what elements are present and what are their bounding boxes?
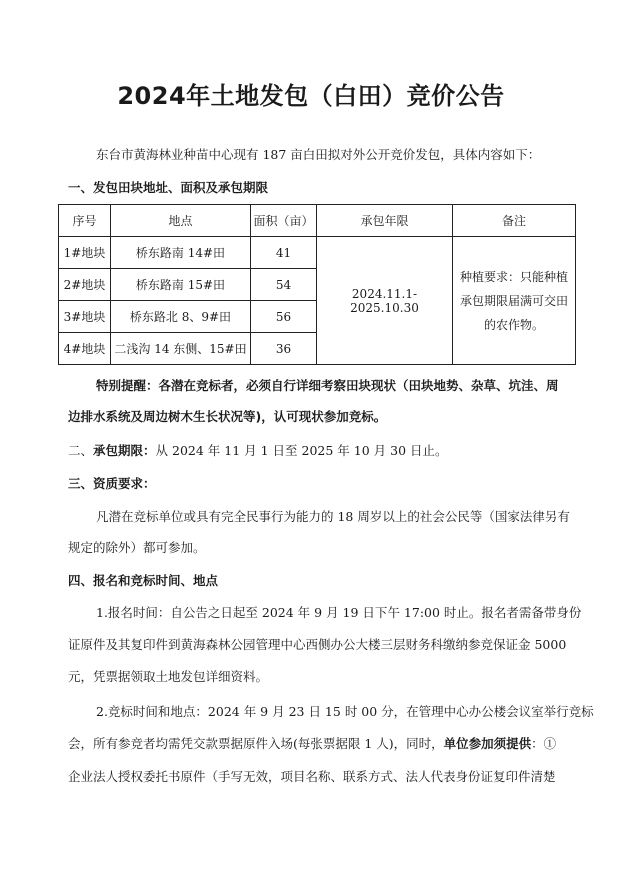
row-location: 二浅沟 14 东侧、15#田 — [111, 333, 251, 365]
section-4-p1-line-1: 1.报名时间：自公告之日起至 2024 年 9 月 19 日下午 17:00 时止。报名者需备带身份 — [96, 605, 582, 620]
section-2-text: 从 2024 年 11 月 1 日至 2025 年 10 月 30 日止。 — [155, 443, 448, 458]
note-cell: 种植要求：只能种植承包期限届满可交田的农作物。 — [453, 237, 576, 365]
intro-paragraph: 东台市黄海林业种苗中心现有 187 亩白田拟对外公开竞价发包，具体内容如下： — [96, 147, 541, 162]
section-2-heading: 承包期限： — [93, 443, 156, 458]
table-row — [59, 237, 576, 269]
section-3-heading: 三、资质要求： — [68, 476, 156, 491]
row-area: 36 — [251, 333, 317, 365]
row-location: 桥东路南 15#田 — [111, 269, 251, 301]
plot-table — [58, 204, 576, 365]
page-title: 2024年土地发包（白田）竞价公告 — [117, 82, 505, 110]
row-area: 41 — [251, 237, 317, 269]
row-id: 3#地块 — [59, 301, 111, 333]
section-4-p2-line-3: 企业法人授权委托书原件（手写无效，项目名称、联系方式、法人代表身份证复印件清楚 — [68, 769, 556, 784]
row-area: 56 — [251, 301, 317, 333]
section-2-paragraph — [68, 441, 448, 461]
section-4-p1-line-3: 元，凭票据领取土地发包详细资料。 — [68, 669, 269, 684]
section-1-heading: 一、发包田块地址、面积及承包期限 — [68, 180, 269, 195]
section-4-p2-line-2 — [68, 734, 556, 754]
section-3-line-1: 凡潜在竞标单位或具有完全民事行为能力的 18 周岁以上的社会公民等（国家法律另有 — [96, 509, 570, 524]
row-id: 4#地块 — [59, 333, 111, 365]
term-cell: 2024.11.1-2025.10.30 — [317, 237, 453, 365]
p2-line-2-text: 会，所有参竞者均需凭交款票据原件入场(每张票据限 1 人)，同时， — [68, 736, 444, 751]
row-location: 桥东路北 8、9#田 — [111, 301, 251, 333]
special-notice-line-2: 边排水系统及周边树木生长状况等)，认可现状参加竞标。 — [68, 409, 387, 424]
header-area: 面积（亩） — [251, 205, 317, 237]
section-2-label: 二、 — [68, 443, 94, 458]
section-4-heading: 四、报名和竞标时间、地点 — [68, 573, 219, 588]
p2-line-2-bold: 单位参加须提供 — [443, 736, 532, 751]
header-index: 序号 — [59, 205, 111, 237]
p2-line-2-tail: ：① — [531, 736, 557, 751]
row-id: 1#地块 — [59, 237, 111, 269]
header-location: 地点 — [111, 205, 251, 237]
table-header-row — [59, 205, 576, 237]
row-id: 2#地块 — [59, 269, 111, 301]
row-location: 桥东路南 14#田 — [111, 237, 251, 269]
header-note: 备注 — [453, 205, 576, 237]
row-area: 54 — [251, 269, 317, 301]
section-4-p1-line-2: 证原件及其复印件到黄海森林公园管理中心西侧办公大楼三层财务科缴纳参竞保证金 5000 — [68, 637, 567, 652]
special-notice-line-1: 特别提醒：各潜在竞标者，必须自行详细考察田块现状（田块地势、杂草、坑洼、周 — [96, 378, 559, 393]
section-4-p2-line-1: 2.竞标时间和地点：2024 年 9 月 23 日 15 时 00 分，在管理中心办公楼会议室举行竞标 — [96, 704, 594, 719]
header-term: 承包年限 — [317, 205, 453, 237]
section-3-line-2: 规定的除外）都可参加。 — [68, 540, 206, 555]
